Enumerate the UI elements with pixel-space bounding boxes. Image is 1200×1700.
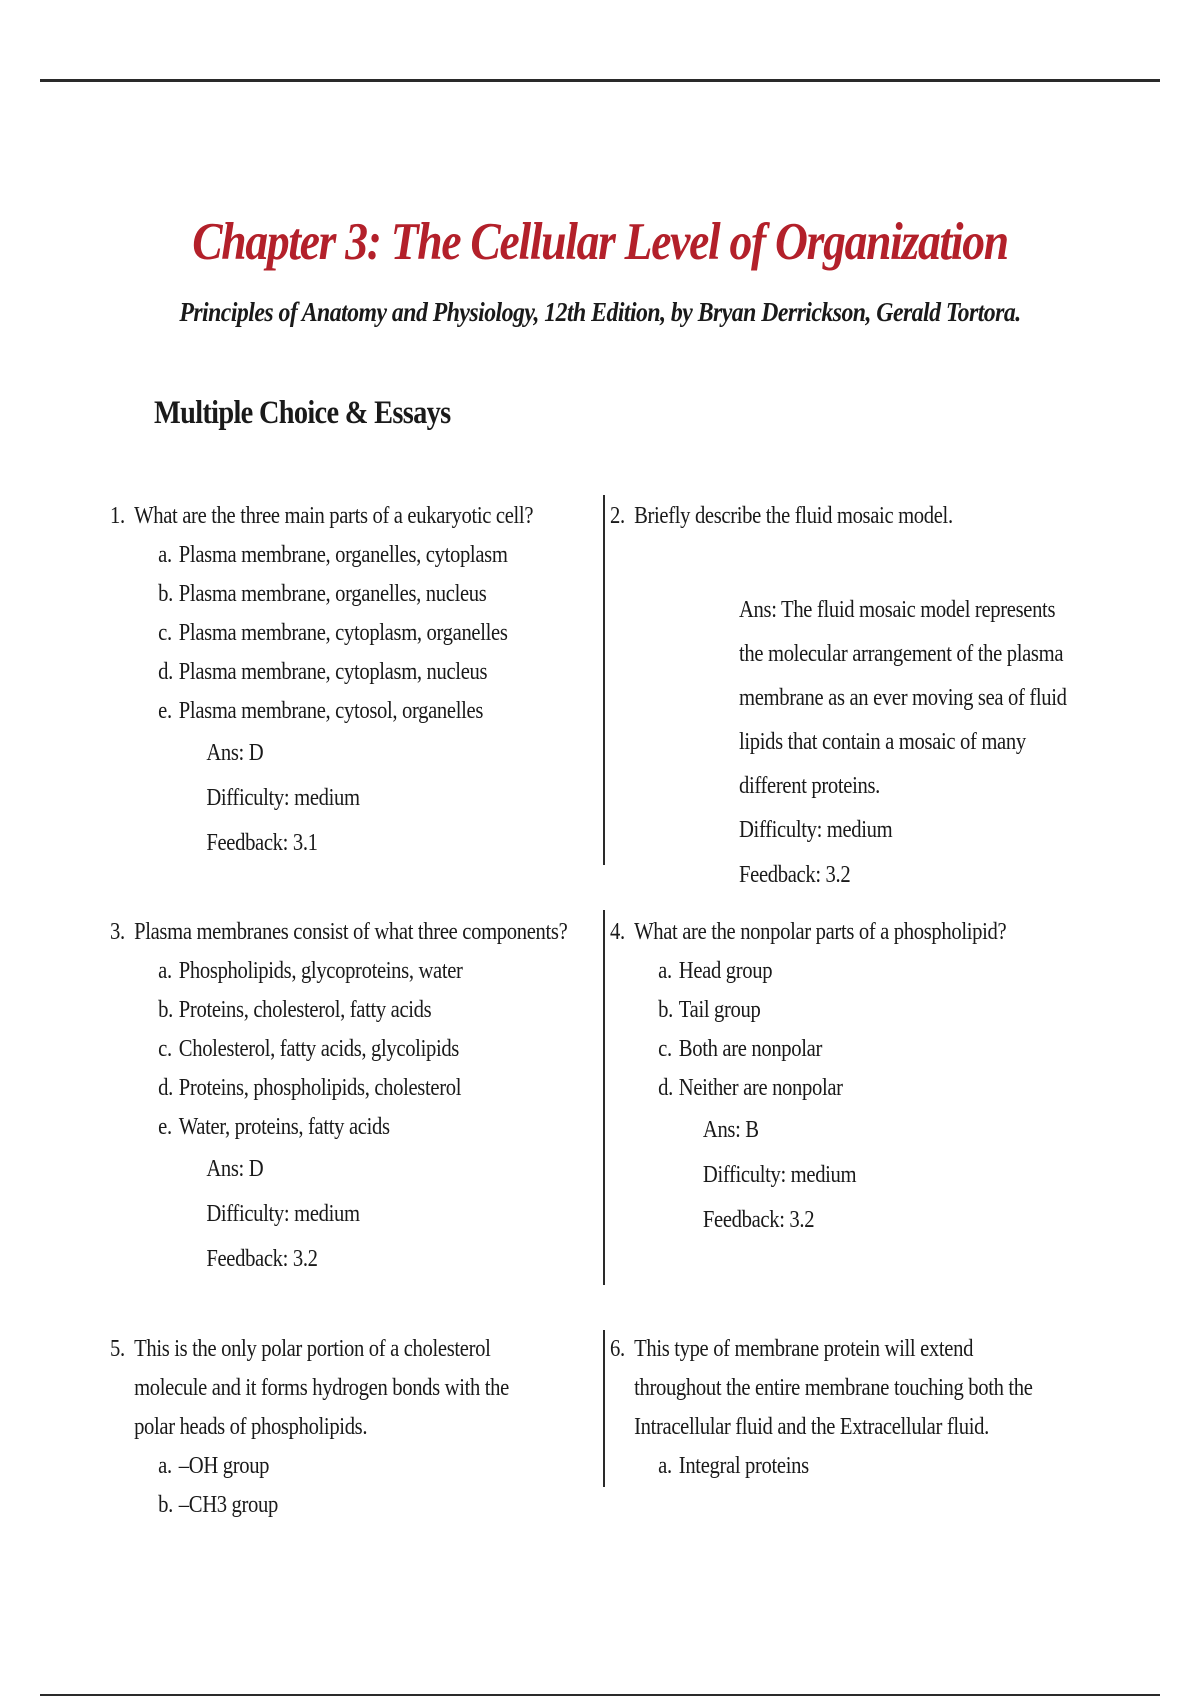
option-text: Head group [678,958,773,984]
question-text: Plasma membranes consist of what three components? [134,919,568,945]
feedback: Feedback: 3.2 [206,1246,318,1272]
section-heading: Multiple Choice & Essays [154,395,451,431]
option-item [610,1447,1062,1486]
option-item [110,991,592,1030]
option-letter: e. [158,1114,172,1140]
question-stem [610,1330,1062,1447]
option-text: Plasma membrane, cytoplasm, nucleus [178,659,488,685]
option-text: Plasma membrane, cytosol, organelles [178,698,484,724]
chapter-title: Chapter 3: The Cellular Level of Organization [192,213,1008,271]
feedback: Feedback: 3.2 [702,1207,815,1233]
option-letter: c. [658,1036,672,1062]
question-stem [110,913,592,952]
option-list [110,952,592,1147]
option-text: Cholesterol, fatty acids, glycolipids [178,1036,459,1062]
option-letter: b. [158,1492,173,1518]
option-item [610,1030,1092,1069]
option-letter: a. [658,1453,672,1479]
option-letter: a. [158,958,172,984]
option-letter: d. [158,1075,173,1101]
option-letter: a. [158,1453,172,1479]
option-item [110,653,592,692]
option-letter: e. [158,698,172,724]
option-item [610,952,1092,991]
book-subtitle: Principles of Anatomy and Physiology, 12th Edition, by Bryan Derrickson, Gerald Tortora. [179,297,1021,327]
option-item [110,1486,553,1525]
question-number: 4. [610,919,625,945]
difficulty: Difficulty: medium [702,1162,857,1188]
question-6 [610,1330,1062,1486]
question-text: This type of membrane protein will extend throughout the entire membrane touching both the Intracellular fluid and the Extracellular fluid. [634,1336,1033,1440]
option-text: –OH group [178,1453,270,1479]
option-text: Integral proteins [678,1453,809,1479]
top-rule [40,79,1160,82]
option-text: Plasma membrane, cytoplasm, organelles [178,620,508,646]
question-text: What are the nonpolar parts of a phospholipid? [634,919,1007,945]
question-number: 2. [610,503,625,529]
answer-key: Ans: D [206,740,264,766]
column-divider [603,1330,605,1487]
option-text: Plasma membrane, organelles, cytoplasm [178,542,508,568]
option-list [110,1447,553,1525]
answer-key: Ans: B [702,1117,759,1143]
option-item [110,1108,592,1147]
option-list [610,952,1092,1108]
question-stem [110,1330,553,1447]
question-number: 1. [110,503,125,529]
option-item [610,991,1092,1030]
option-letter: b. [158,997,173,1023]
question-1 [110,497,592,866]
column-divider [603,495,605,865]
option-item [110,1069,592,1108]
question-5 [110,1330,553,1525]
column-divider [603,910,605,1285]
option-text: Phospholipids, glycoproteins, water [178,958,463,984]
option-item [110,1447,553,1486]
feedback: Feedback: 3.2 [739,862,851,888]
option-text: Proteins, cholesterol, fatty acids [178,997,432,1023]
question-2 [610,497,1160,898]
question-text: This is the only polar portion of a cholesterol molecule and it forms hydrogen bonds with the polar heads of phospholipids. [134,1336,509,1440]
option-item [110,952,592,991]
option-letter: c. [158,1036,172,1062]
option-text: Water, proteins, fatty acids [178,1114,390,1140]
option-text: Both are nonpolar [678,1036,822,1062]
option-letter: d. [658,1075,673,1101]
difficulty: Difficulty: medium [206,785,360,811]
question-stem [610,913,1092,952]
question-number: 5. [110,1336,125,1362]
option-text: Tail group [678,997,761,1023]
option-list [110,536,592,731]
option-item [110,692,592,731]
option-text: Plasma membrane, organelles, nucleus [178,581,487,607]
option-item [610,1069,1092,1108]
question-4 [610,913,1092,1243]
option-text: –CH3 group [178,1492,278,1518]
option-list [610,1447,1062,1486]
option-item [110,575,592,614]
question-text: What are the three main parts of a eukaryotic cell? [134,503,534,529]
option-item [110,536,592,575]
question-stem [110,497,592,536]
question-stem [610,497,1160,536]
option-text: Neither are nonpolar [678,1075,843,1101]
answer-key: Ans: D [206,1156,264,1182]
essay-answer: Ans: The fluid mosaic model represents the molecular arrangement of the plasma membrane as an ever moving sea of fluid lipids that contain a mosaic of many different proteins. [739,597,1067,799]
question-number: 3. [110,919,125,945]
option-letter: a. [658,958,672,984]
feedback: Feedback: 3.1 [206,830,318,856]
option-letter: c. [158,620,172,646]
bottom-rule [40,1694,1160,1696]
question-3 [110,913,592,1282]
question-number: 6. [610,1336,625,1362]
option-letter: b. [158,581,173,607]
difficulty: Difficulty: medium [206,1201,360,1227]
option-text: Proteins, phospholipids, cholesterol [178,1075,462,1101]
option-letter: a. [158,542,172,568]
option-letter: b. [658,997,673,1023]
difficulty: Difficulty: medium [739,817,893,843]
question-text: Briefly describe the fluid mosaic model. [634,503,953,529]
option-item [110,614,592,653]
option-letter: d. [158,659,173,685]
option-item [110,1030,592,1069]
